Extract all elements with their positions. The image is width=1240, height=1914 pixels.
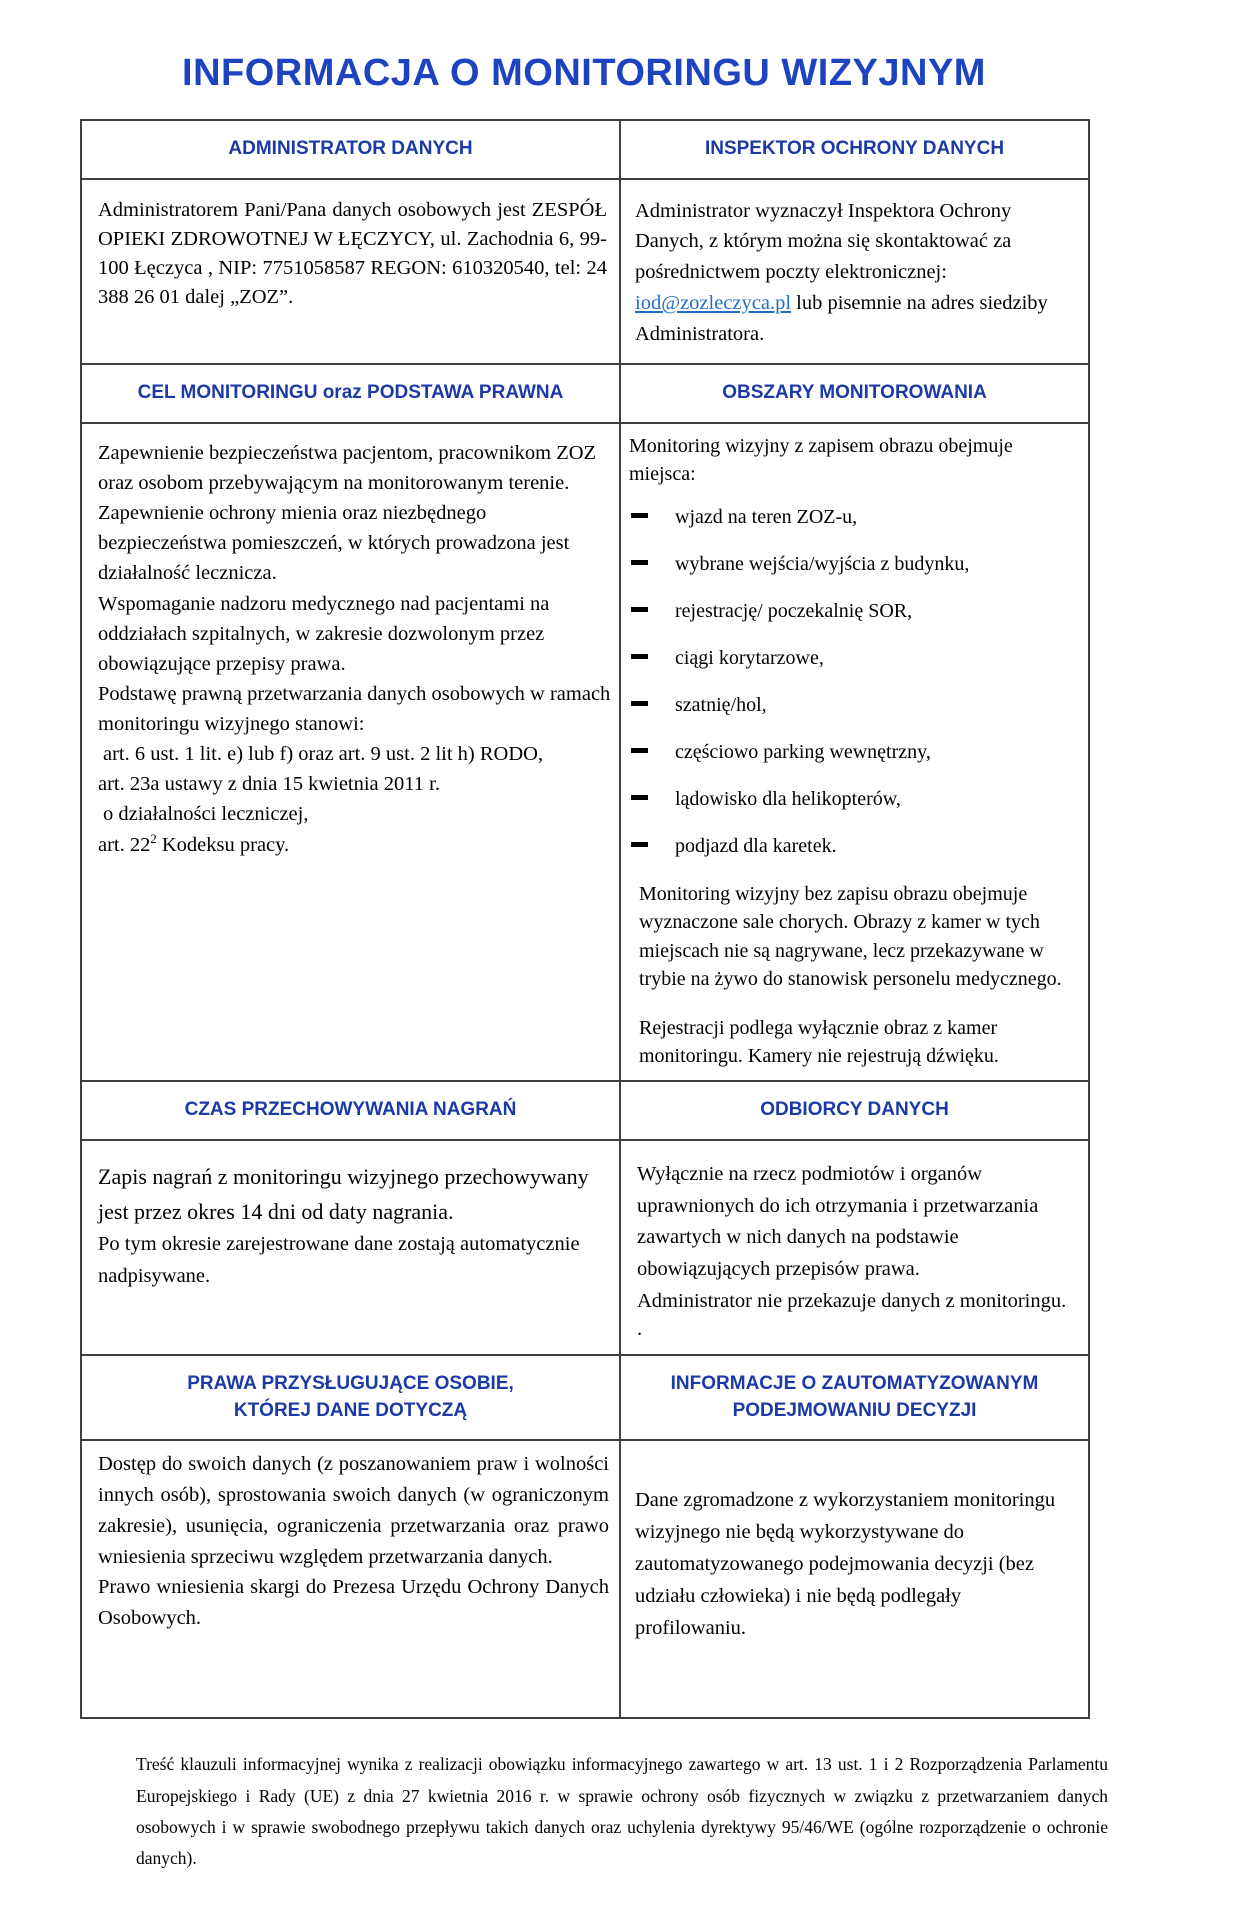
paragraph: Prawo wniesienia skargi do Prezesa Urzędu Ochrony Danych Osobowych.	[98, 1576, 609, 1630]
paragraph: Po tym okresie zarejestrowane dane zostają automatycznie nadpisywane.	[98, 1233, 580, 1288]
monitored-areas-list	[629, 504, 1084, 860]
dash-bullet-icon	[631, 607, 648, 612]
dash-bullet-icon	[631, 795, 648, 800]
body-row-1	[81, 179, 1089, 365]
monitored-area-label: wjazd na teren ZOZ-u,	[675, 505, 858, 528]
cell-zautomatyzowane-decyzje-body	[620, 1440, 1089, 1718]
monitored-area-label: ciągi korytarzowe,	[675, 646, 824, 669]
header-cel-monitoringu: CEL MONITORINGU oraz PODSTAWA PRAWNA	[81, 364, 620, 423]
monitored-area-item	[629, 739, 1084, 766]
paragraph: Monitoring wizyjny bez zapisu obrazu obejmuje wyznaczone sale chorych. Obrazy z kamer w tych miejscach nie są nagrywane, lecz przekazywane w trybie na żywo do stanowisk personelu medycznego.	[639, 882, 1062, 991]
law-text-after: Kodeksu pracy.	[156, 833, 290, 856]
paragraph: Dane zgromadzone z wykorzystaniem monitoringu wizyjnego nie będą wykorzystywane do zautomatyzowanego podejmowania decyzji (bez udziału człowieka) i nie będą podlegały profilowaniu.	[635, 1489, 1056, 1639]
paragraph: .	[637, 1317, 643, 1340]
monitored-area-label: rejestrację/ poczekalnię SOR,	[675, 599, 913, 622]
monitored-area-label: wybrane wejścia/wyjścia z budynku,	[675, 552, 970, 575]
cell-odbiorcy-danych-body	[620, 1140, 1089, 1355]
monitored-areas-intro: Monitoring wizyjny z zapisem obrazu obejmuje miejsca:	[629, 434, 1013, 485]
law-superscript: 2	[150, 831, 157, 846]
monitored-area-item	[629, 645, 1084, 672]
monitored-area-item	[629, 692, 1084, 719]
header-row-2	[81, 364, 1089, 423]
paragraph-law-kodeks-pracy	[98, 830, 613, 860]
header-line: KTÓREJ DANE DOTYCZĄ	[233, 1399, 468, 1421]
dash-bullet-icon	[631, 513, 648, 518]
header-odbiorcy-danych: ODBIORCY DANYCH	[620, 1081, 1089, 1140]
dash-bullet-icon	[631, 654, 648, 659]
header-prawa-osoby	[81, 1355, 620, 1440]
law-text: art. 22	[98, 833, 151, 856]
cell-cel-monitoringu-body	[81, 423, 620, 1081]
paragraph: o działalności leczniczej,	[103, 803, 309, 826]
cell-prawa-osoby-body	[81, 1440, 620, 1718]
cell-czas-przechowywania-body	[81, 1140, 620, 1355]
paragraph: Administrator nie przekazuje danych z monitoringu.	[637, 1289, 1067, 1312]
monitored-area-item	[629, 504, 1084, 531]
header-row-3	[81, 1081, 1089, 1140]
body-row-3	[81, 1140, 1089, 1355]
monitored-area-item	[629, 786, 1084, 813]
paragraph: Wyłącznie na rzecz podmiotów i organów uprawnionych do ich otrzymania i przetwarzania zawartych w nich danych na podstawie obowiązujących przepisów prawa.	[637, 1162, 1039, 1281]
paragraph: Podstawę prawną przetwarzania danych osobowych w ramach monitoringu wizyjnego stanowi:	[98, 682, 611, 736]
inspektor-text-before-link: Administrator wyznaczył Inspektora Ochrony Danych, z którym można się skontaktować za pośrednictwem poczty elektronicznej:	[635, 199, 1012, 284]
paragraph: Administratorem Pani/Pana danych osobowych jest ZESPÓŁ OPIEKI ZDROWOTNEJ W ŁĘCZYCY, ul. Zachodnia 6, 99-100 Łęczyca , NIP: 7751058587 REGON: 610320540, tel: 24 388 26 01 dalej „ZOZ”.	[98, 198, 607, 308]
monitored-area-label: szatnię/hol,	[675, 693, 767, 716]
body-row-4	[81, 1440, 1089, 1718]
header-row-1	[81, 120, 1089, 179]
header-row-4	[81, 1355, 1089, 1440]
paragraph: art. 6 ust. 1 lit. e) lub f) oraz art. 9 ust. 2 lit h) RODO,	[103, 743, 544, 766]
cell-administrator-danych-body	[81, 179, 620, 365]
dash-bullet-icon	[631, 560, 648, 565]
monitored-area-label: podjazd dla karetek.	[675, 834, 837, 857]
info-table	[80, 119, 1090, 1719]
monitored-area-item	[629, 551, 1084, 578]
header-line: PODEJMOWANIU DECYZJI	[732, 1399, 977, 1421]
email-link[interactable]: iod@zozleczyca.pl	[635, 291, 792, 314]
dash-bullet-icon	[631, 842, 648, 847]
paragraph	[635, 196, 1076, 350]
monitored-area-label: lądowisko dla helikopterów,	[675, 787, 901, 810]
paragraph: art. 23a ustawy z dnia 15 kwietnia 2011 r.	[98, 773, 440, 796]
footer-note: Treść klauzuli informacyjnej wynika z realizacji obowiązku informacyjnego zawartego w art. 13 ust. 1 i 2 Rozporządzenia Parlamentu Europejskiego i Rady (UE) z dnia 27 kwietnia 2016 r. w sprawie ochrony osób fizycznych w związku z przetwarzaniem danych osobowych i w sprawie swobodnego przepływu takich danych oraz uchylenia dyrektywy 95/46/WE (ogólne rozporządzenie o ochronie danych).	[136, 1754, 1108, 1868]
header-line: INFORMACJE O ZAUTOMATYZOWANYM	[670, 1373, 1039, 1395]
paragraph: Zapewnienie ochrony mienia oraz niezbędnego bezpieczeństwa pomieszczeń, w których prowadzona jest działalność lecznicza.	[98, 502, 570, 585]
inspektor-text-after-link: lub pisemnie na adres siedziby Administratora.	[635, 291, 1048, 345]
header-administrator-danych: ADMINISTRATOR DANYCH	[81, 120, 620, 179]
page-title: INFORMACJA O MONITORINGU WIZYJNYM	[182, 52, 986, 94]
dash-bullet-icon	[631, 748, 648, 753]
cell-inspektor-ochrony-danych-body	[620, 179, 1089, 365]
header-zautomatyzowane-decyzje	[620, 1355, 1089, 1440]
paragraph: Zapewnienie bezpieczeństwa pacjentom, pracownikom ZOZ oraz osobom przebywającym na monitorowanym terenie.	[98, 441, 597, 495]
dash-bullet-icon	[631, 701, 648, 706]
paragraph: Dostęp do swoich danych (z poszanowaniem praw i wolności innych osób), sprostowania swoich danych (w ograniczonym zakresie), usunięcia, ograniczenia przetwarzania oraz prawo wniesienia sprzeciwu względem przetwarzania danych.	[98, 1453, 609, 1568]
paragraph: Rejestracji podlega wyłącznie obraz z kamer monitoringu. Kamery nie rejestrują dźwięku.	[639, 1016, 999, 1067]
header-czas-przechowywania: CZAS PRZECHOWYWANIA NAGRAŃ	[81, 1081, 620, 1140]
header-line: PRAWA PRZYSŁUGUJĄCE OSOBIE,	[187, 1373, 514, 1395]
body-row-2	[81, 423, 1089, 1081]
monitored-area-item	[629, 833, 1084, 860]
paragraph: Wspomaganie nadzoru medycznego nad pacjentami na oddziałach szpitalnych, w zakresie dozwolonym przez obowiązujące przepisy prawa.	[98, 592, 550, 675]
paragraph: Zapis nagrań z monitoringu wizyjnego przechowywany jest przez okres 14 dni od daty nagrania.	[98, 1163, 589, 1225]
header-inspektor-ochrony-danych: INSPEKTOR OCHRONY DANYCH	[620, 120, 1089, 179]
cell-obszary-monitorowania-body	[620, 423, 1089, 1081]
monitored-area-item	[629, 598, 1084, 625]
monitored-area-label: częściowo parking wewnętrzny,	[675, 740, 931, 763]
header-obszary-monitorowania: OBSZARY MONITOROWANIA	[620, 364, 1089, 423]
